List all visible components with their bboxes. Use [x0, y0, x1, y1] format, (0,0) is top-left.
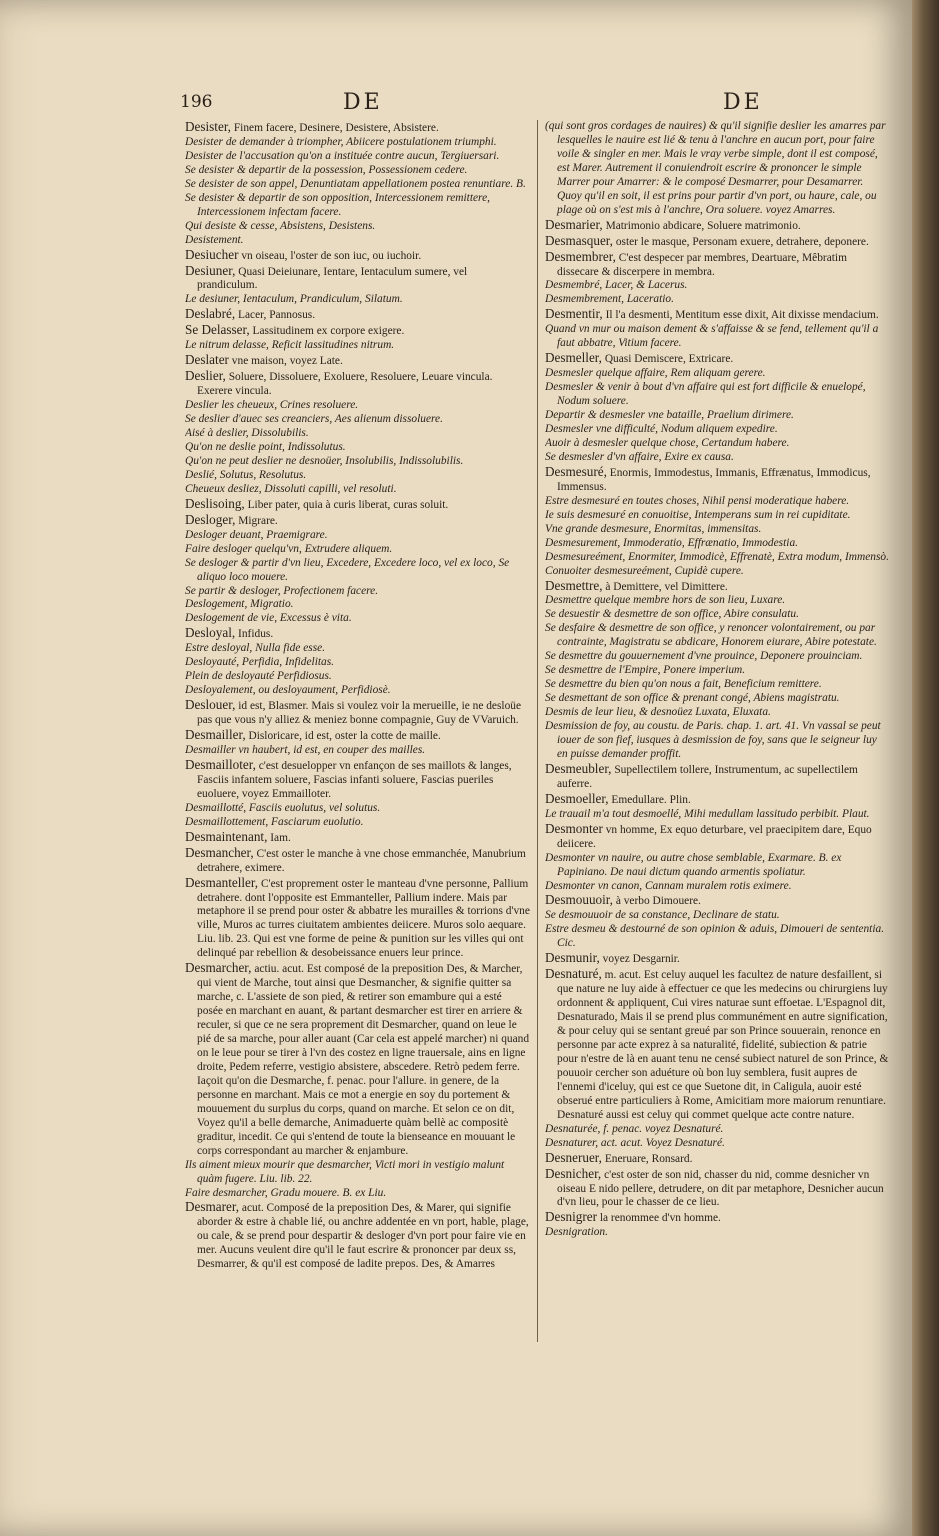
- headword: Desnigrer: [545, 1209, 597, 1225]
- headword: Desmailloter,: [185, 756, 256, 772]
- dictionary-entry: [185, 323, 530, 339]
- dictionary-entry: [545, 351, 890, 367]
- dictionary-entry: [545, 423, 890, 437]
- entry-text: Qui desiste & cesse, Absistens, Desistens.: [185, 219, 376, 232]
- dictionary-entry: [185, 684, 530, 698]
- right-column: [545, 120, 890, 1345]
- entry-text: Enormis, Immodestus, Immanis, Effrænatus, Immodicus, Immensus.: [557, 466, 871, 493]
- headword: Desmaintenant,: [185, 828, 268, 844]
- dictionary-entry: [185, 626, 530, 642]
- dictionary-entry: [185, 557, 530, 585]
- headword: Desmarer,: [185, 1199, 240, 1215]
- entry-text: Desnaturer, act. acut. Voyez Desnaturé.: [545, 1136, 725, 1149]
- entry-text: Desister de demander à triompher, Abiicere postulationem triumphi.: [185, 135, 497, 148]
- dictionary-entry: [185, 353, 530, 369]
- headword: Desmeubler,: [545, 760, 612, 776]
- entry-text: Quand vn mur ou maison dement & s'affaisse & se fend, tellement qu'il a faut abbatre, Vitium facere.: [545, 323, 879, 350]
- entry-text: Deslogement, Migratio.: [185, 598, 294, 611]
- dictionary-entry: [545, 465, 890, 495]
- entry-text: Desmonter vn canon, Cannam muralem rotis eximere.: [545, 879, 792, 892]
- entry-text: Disloricare, id est, oster la cotte de maille.: [248, 730, 441, 743]
- dictionary-entry: [185, 656, 530, 670]
- dictionary-entry: [185, 120, 530, 136]
- entry-text: Emedullare. Plin.: [611, 793, 691, 806]
- entry-text: Faire desmarcher, Gradu mouere. B. ex Liu.: [185, 1186, 387, 1199]
- entry-text: Estre desmesuré en toutes choses, Nihil pensi moderatique habere.: [545, 494, 850, 507]
- dictionary-entry: [185, 802, 530, 816]
- dictionary-entry: [545, 218, 890, 234]
- entry-text: Migrare.: [238, 514, 278, 527]
- page-number: 196: [180, 92, 213, 112]
- dictionary-entry: [545, 852, 890, 880]
- entry-text: Matrimonio abdicare, Soluere matrimonio.: [605, 219, 801, 232]
- dictionary-entry: [545, 923, 890, 951]
- entry-text: Deslié, Solutus, Resolutus.: [185, 468, 307, 481]
- entry-text: Se desister & departir de la possession, Possessionem cedere.: [185, 163, 468, 176]
- entry-text: Finem facere, Desinere, Desistere, Absistere.: [233, 122, 439, 134]
- headword: Desiucher: [185, 246, 239, 262]
- dictionary-entry: [545, 792, 890, 808]
- entry-text: C'est proprement oster le manteau d'vne personne, Pallium detrahere. dont l'opposite est Emmanteller, Pallium indere. Mais par metaphore il se prend pour oster & abbatre les murailles & torrions d'vne ville, Muros ac turres ciuitatem ambientes deiicere. Muros solo aequare. Liu. lib. 23. Qui est vne forme de peine & punition sur les villes qui ont delinqué par rebellion & desobeissance enuers leur prince.: [197, 877, 530, 960]
- headword: Desmunir,: [545, 950, 600, 966]
- entry-text: Il l'a desmenti, Mentitum esse dixit, Ait dixisse mendacium.: [605, 309, 879, 322]
- dictionary-entry: [185, 1200, 530, 1272]
- entry-text: C'est despecer par membres, Deartuare, Mêbratim dissecare & discerpere in membra.: [557, 251, 847, 278]
- headword: Deslier,: [185, 368, 226, 384]
- entry-text: Desmesureément, Enormiter, Immodicè, Effrenatè, Extra modum, Immensò.: [545, 550, 889, 563]
- entry-text: vn homme, Ex equo deturbare, vel praecipitem dare, Equo deiicere.: [557, 823, 872, 850]
- dictionary-entry: [185, 816, 530, 830]
- dictionary-entry: [185, 497, 530, 513]
- dictionary-entry: [185, 248, 530, 264]
- headword: Desmancher,: [185, 844, 254, 860]
- entry-text: Se partir & desloger, Profectionem facere.: [185, 584, 379, 597]
- dictionary-entry: [185, 876, 530, 962]
- entry-text: Eneruare, Ronsard.: [604, 1152, 693, 1165]
- dictionary-entry: [185, 293, 530, 307]
- dictionary-entry: [545, 608, 890, 622]
- dictionary-entry: [545, 1137, 890, 1151]
- dictionary-entry: [545, 678, 890, 692]
- entry-text: Ie suis desmesuré en conuoitise, Intemperans sum in rei cupiditate.: [545, 508, 851, 521]
- entry-text: Desmailler vn haubert, id est, en couper des mailles.: [185, 743, 426, 756]
- headword: Desloger,: [185, 511, 236, 527]
- headword: Deslouer,: [185, 697, 236, 713]
- entry-text: Desnigration.: [545, 1226, 608, 1239]
- dictionary-entry: [545, 451, 890, 465]
- dictionary-entry: [545, 323, 890, 351]
- entry-text: Qu'on ne peut deslier ne desnoüer, Insolubilis, Indissolubilis.: [185, 454, 464, 467]
- dictionary-entry: [545, 307, 890, 323]
- dictionary-entry: [185, 529, 530, 543]
- page-header: [180, 92, 910, 122]
- dictionary-entry: [545, 706, 890, 720]
- entry-text: Desloger deuant, Praemigrare.: [185, 528, 328, 541]
- entry-text: acut. Composé de la preposition Des, & Marer, qui signifie aborder & estre à chable lié, ou anchre addentée en vn port, hable, plage, ou cale, & se prend pour despartir & desloger d'vn port pour faire vie en mer. Aucuns veulent dire qu'il le faut escrire & prononcer par deux ss, Desmarrer, & qu'il est composé de ladite prepos. Des, & Amarres: [197, 1202, 529, 1271]
- dictionary-entry: [185, 164, 530, 178]
- headword: Desnicher,: [545, 1165, 602, 1181]
- dictionary-entry: [185, 192, 530, 220]
- dictionary-entry: [545, 1167, 890, 1211]
- dictionary-entry: [185, 369, 530, 399]
- dictionary-entry: [185, 469, 530, 483]
- dictionary-entry: [545, 720, 890, 762]
- dictionary-entry: [545, 967, 890, 1122]
- entry-text: Se desister & departir de son opposition, Intercessionem remittere, Intercessionem infectam facere.: [185, 191, 490, 218]
- entry-text: Conuoiter desmesureément, Cupidè cupere.: [545, 564, 744, 577]
- left-column: [185, 120, 530, 1345]
- entry-text: Desmembrement, Laceratio.: [545, 293, 674, 306]
- dictionary-entry: [545, 234, 890, 250]
- entry-text: Desloyalement, ou desloyaument, Perfidiosè.: [185, 684, 391, 697]
- entry-text: Qu'on ne deslie point, Indissolutus.: [185, 440, 346, 453]
- entry-text: Desmaillottement, Fasciarum euolutio.: [185, 815, 364, 828]
- entry-text: la renommee d'vn homme.: [599, 1212, 721, 1225]
- entry-text: Quasi Deieiunare, Ientare, Ientaculum sumere, vel prandiculum.: [197, 265, 468, 292]
- page-edge: [912, 0, 939, 1536]
- entry-text: Desmembré, Lacer, & Lacerus.: [545, 279, 688, 292]
- dictionary-entry: [545, 951, 890, 967]
- headword: Se Delasser,: [185, 322, 250, 338]
- headword: Desister,: [185, 120, 231, 134]
- entry-text: m. acut. Est celuy auquel les facultez de nature desfaillent, si que nature ne luy aide à effectuer ce que les medecins ou chirurgiens luy ordonnent & appliquent, Cui vires naturae sunt effoetae. L'Espagnol dit, Desnaturado, Mais il se prend plus communément en autre signification, & pour celuy qui se sentant greué par son Prince souuerain, renonce en personne par acte exprez à sa naturalité, fidelité, subiection & patrie pour n'estre de là en auant tenu ne censé subiect naturel de son Prince, & pouuoir cercher son aduéture où bon luy semblera, fusit aupres de l'ennemi d'iceluy, qui est ce que Suetone dit, in Caligula, auoir esté obserué entre particuliers à Rome, Amicitiam more maiorum renuntiare. Desnaturé aussi est celuy qui commet quelque acte contre nature.: [557, 969, 889, 1121]
- entry-text: c'est desuelopper vn enfançon de ses maillots & langes, Fasciis infantem soluere, Fascias infanti soluere, Fascias pueriles euoluere, voyez Emmailloter.: [197, 759, 512, 800]
- dictionary-entry: [545, 367, 890, 381]
- headword: Desmanteller,: [185, 874, 259, 890]
- dictionary-entry: [185, 427, 530, 441]
- dictionary-entry: [545, 437, 890, 451]
- headword: Deslabré,: [185, 306, 236, 322]
- entry-text: Departir & desmesler vne bataille, Praelium dirimere.: [545, 409, 794, 422]
- running-head-right: DE: [723, 90, 763, 115]
- dictionary-entry: [185, 698, 530, 728]
- entry-text: Le desiuner, Ientaculum, Prandiculum, Silatum.: [185, 293, 403, 306]
- entry-text: Se desloger & partir d'vn lieu, Excedere, Excedere loco, vel ex loco, Se aliquo loco mouere.: [185, 556, 510, 583]
- entry-text: Plein de desloyauté Perfidiosus.: [185, 670, 332, 683]
- dictionary-entry: [185, 961, 530, 1158]
- entry-text: Desistement.: [185, 233, 244, 246]
- entry-text: Se deslier d'auec ses creanciers, Aes alienum dissoluere.: [185, 413, 443, 426]
- dictionary-entry: [185, 670, 530, 684]
- headword: Desmasquer,: [545, 232, 613, 248]
- dictionary-entry: [545, 1151, 890, 1167]
- headword: Desmouuoir,: [545, 892, 613, 908]
- entry-text: Desister de l'accusation qu'on a instituée contre aucun, Tergiuersari.: [185, 149, 500, 162]
- headword: Desmeller,: [545, 350, 602, 366]
- dictionary-entry: [185, 744, 530, 758]
- entry-text: C'est oster le manche à vne chose emmanchée, Manubrium detrahere, eximere.: [197, 847, 526, 874]
- dictionary-entry: [185, 220, 530, 234]
- dictionary-entry: [185, 585, 530, 599]
- entry-text: Se desmettre du bien qu'on nous a fait, Beneficium remittere.: [545, 678, 822, 691]
- entry-text: actiu. acut. Est composé de la preposition Des, & Marcher, qui vient de Marche, tout ainsi que Desmancher, & signifie quitter sa marche, c. L'assiete de son pied, & retirer son emambure qui a esté posée en marchant en auant, & partant desmarcher est tirer en arriere & reculer, si que ce ne sera proprement dit Desmarcher, quand on leue le pié de sa marche, pour aller auant (Car cela est appelé marcher) ni quand on le leue pour se tirer à l'vn des costez en ligne trauersale, ains en ligne droite, Pedem referre, vestigio absistere, abscedere. Retrò pedem ferre. Iaçoit qu'on die Desmarche, f. penac. pour l'allure. in genere, de la personne en marchant. Mais ce mot a energie en soy du portement & mouuement du surplus du corps, quand on marche. Et selon ce on dit, Voyez qu'il a belle demarche, Animaduerte quàm bellè ac compositè graditur, incedit. Ce qui s'entend de toute la bienseance en mouuant le corps correspondant au marcher & enjambure.: [197, 963, 530, 1157]
- dictionary-entry: [545, 120, 890, 218]
- dictionary-entry: [545, 565, 890, 579]
- dictionary-entry: [545, 650, 890, 664]
- dictionary-entry: [185, 413, 530, 427]
- headword: Desnaturé,: [545, 966, 602, 982]
- dictionary-entry: [185, 612, 530, 626]
- entry-text: oster le masque, Personam exuere, detrahere, deponere.: [615, 235, 869, 248]
- entry-text: à Demittere, vel Dimittere.: [605, 580, 728, 593]
- headword: Desmailler,: [185, 727, 246, 743]
- dictionary-entry: [545, 1226, 890, 1240]
- entry-text: Desmaillotté, Fasciis euolutus, vel solutus.: [185, 801, 381, 814]
- entry-text: à verbo Dimouere.: [615, 895, 701, 908]
- headword: Desmesuré,: [545, 463, 607, 479]
- dictionary-entry: [185, 339, 530, 353]
- entry-text: Se desmettre du gouuernement d'vne prouince, Deponere prouinciam.: [545, 650, 863, 663]
- dictionary-entry: [185, 513, 530, 529]
- entry-text: Supellectilem tollere, Instrumentum, ac supellectilem auferre.: [557, 763, 858, 790]
- entry-text: Desmettre quelque membre hors de son lieu, Luxare.: [545, 594, 786, 607]
- entry-text: Se desmesler d'vn affaire, Exire ex causa.: [545, 450, 734, 463]
- dictionary-entry: [545, 880, 890, 894]
- dictionary-entry: [185, 150, 530, 164]
- headword: Desmonter: [545, 820, 603, 836]
- entry-text: Estre desloyal, Nulla fide esse.: [185, 642, 326, 655]
- dictionary-entry: [545, 808, 890, 822]
- dictionary-entry: [185, 642, 530, 656]
- entry-text: Auoir à desmesler quelque chose, Certandum habere.: [545, 436, 790, 449]
- dictionary-entry: [185, 846, 530, 876]
- running-head-left: DE: [343, 90, 383, 115]
- dictionary-entry: [545, 909, 890, 923]
- entry-text: Se desmouuoir de sa constance, Declinare de statu.: [545, 909, 780, 922]
- entry-text: Deslier les cheueux, Crines resoluere.: [185, 399, 359, 412]
- dictionary-entry: [545, 509, 890, 523]
- dictionary-entry: [185, 264, 530, 294]
- entry-text: Quasi Demiscere, Extricare.: [604, 353, 734, 366]
- dictionary-entry: [545, 594, 890, 608]
- dictionary-entry: [545, 250, 890, 280]
- dictionary-entry: [185, 483, 530, 497]
- dictionary-entry: [545, 1210, 890, 1226]
- entry-text: Se desmettant de son office & prenant congé, Abiens magistratu.: [545, 692, 840, 705]
- dictionary-entry: [545, 551, 890, 565]
- entry-text: voyez Desgarnir.: [602, 953, 680, 966]
- entry-text: Ils aiment mieux mourir que desmarcher, Victi mori in vestigio malunt quàm fugere. Liu. lib. 22.: [185, 1158, 505, 1185]
- headword: Desmoeller,: [545, 790, 609, 806]
- entry-text: Se desmettre de l'Empire, Ponere imperium.: [545, 664, 746, 677]
- dictionary-entry: [185, 178, 530, 192]
- dictionary-entry: [185, 1187, 530, 1201]
- dictionary-entry: [545, 537, 890, 551]
- entry-text: Soluere, Dissoluere, Exoluere, Resoluere, Leuare vincula. Exerere vincula.: [197, 371, 493, 398]
- entry-text: Desmesler quelque affaire, Rem aliquam gerere.: [545, 367, 766, 380]
- entry-text: Se desuestir & desmettre de son office, Abire consulatu.: [545, 608, 799, 621]
- entry-text: Desmesler & venir à bout d'vn affaire qui est fort difficile & enuelopé, Nodum soluere.: [545, 381, 866, 408]
- entry-text: Vne grande desmesure, Enormitas, immensitas.: [545, 522, 762, 535]
- headword: Deslisoing,: [185, 495, 245, 511]
- entry-text: Se desister de son appel, Denuntiatam appellationem postea renuntiare. B.: [185, 177, 526, 190]
- entry-text: Cheueux desliez, Dissoluti capilli, vel resoluti.: [185, 482, 397, 495]
- entry-text: Desmesurement, Immoderatio, Effrænatio, Immodestia.: [545, 536, 798, 549]
- dictionary-entry: [185, 307, 530, 323]
- dictionary-entry: [185, 234, 530, 248]
- entry-text: id est, Blasmer. Mais si voulez voir la merueille, ie ne desloüe pas que vous n'y alliez & meniez bonne compagnie, Guy de VVaruich.: [197, 700, 522, 727]
- dictionary-entry: [185, 441, 530, 455]
- dictionary-entry: [545, 762, 890, 792]
- dictionary-entry: [185, 1159, 530, 1187]
- headword: Desmarier,: [545, 216, 603, 232]
- dictionary-entry: [185, 543, 530, 557]
- entry-text: Lacer, Pannosus.: [238, 309, 316, 322]
- entry-text: Desmesler vne difficulté, Nodum aliquem expedire.: [545, 423, 778, 436]
- entry-text: Liber pater, quia à curis liberat, curas soluit.: [247, 498, 449, 511]
- headword: Desmettre,: [545, 577, 603, 593]
- entry-text: Le nitrum delasse, Reficit lassitudines nitrum.: [185, 339, 395, 352]
- dictionary-entry: [185, 728, 530, 744]
- entry-text: Desmonter vn nauire, ou autre chose semblable, Exarmare. B. ex Papiniano. De naui dictum quando armentis spoliatur.: [545, 851, 842, 878]
- dictionary-entry: [185, 136, 530, 150]
- entry-text: Se desfaire & desmettre de son office, y renoncer volontairement, ou par contrainte, Magistratu se abdicare, Honorem eiurare, Abire potestate.: [545, 622, 877, 649]
- entry-text: Estre desmeu & destourné de son opinion & aduis, Dimoueri de sententia. Cic.: [545, 923, 885, 950]
- dictionary-entry: [545, 692, 890, 706]
- entry-text: Faire desloger quelqu'vn, Extrudere aliquem.: [185, 542, 393, 555]
- column-rule: [537, 120, 538, 1342]
- entry-text: Desnaturée, f. penac. voyez Desnaturé.: [545, 1122, 724, 1135]
- dictionary-entry: [545, 622, 890, 650]
- headword: Desmarcher,: [185, 960, 252, 976]
- dictionary-entry: [545, 893, 890, 909]
- headword: Deslater: [185, 352, 229, 368]
- dictionary-entry: [545, 293, 890, 307]
- dictionary-entry: [185, 455, 530, 469]
- dictionary-entry: [545, 495, 890, 509]
- entry-text: Desmission de foy, au coustu. de Paris. chap. 1. art. 41. Vn vassal se peut iouer de son fief, iusques à desmission de foy, sans que le seigneur luy en puisse demander proffit.: [545, 720, 881, 760]
- headword: Desloyal,: [185, 625, 236, 641]
- entry-text: Infidus.: [238, 628, 274, 641]
- dictionary-entry: [545, 579, 890, 595]
- dictionary-entry: [545, 381, 890, 409]
- headword: Desmentir,: [545, 306, 603, 322]
- dictionary-entry: [185, 399, 530, 413]
- headword: Desiuner,: [185, 262, 236, 278]
- headword: Desneruer,: [545, 1149, 602, 1165]
- dictionary-entry: [185, 758, 530, 802]
- dictionary-entry: [545, 822, 890, 852]
- entry-text: (qui sont gros cordages de nauires) & qu'il signifie deslier les amarres par lesquelles le nauire est lié & tenu à l'anchre en aucun port, pour faire voile & singler en mer. Mais le vray verbe simple, dont il est composé, est Marer. Autrement il conuiendroit escrire & prononcer le simple Marrer pour Amarrer: & le composé Desmarrer, pour Desamarrer. Quoy qu'il en soit, il est prins pour partir d'vn port, ou haure, cale, ou plage où on s'est mis à l'anchre, Ora soluere. voyez Amarres.: [545, 120, 886, 216]
- dictionary-entry: [545, 1123, 890, 1137]
- dictionary-entry: [545, 279, 890, 293]
- entry-text: Deslogement de vie, Excessus è vita.: [185, 612, 352, 625]
- entry-text: Lassitudinem ex corpore exigere.: [252, 325, 405, 338]
- dictionary-entry: [185, 598, 530, 612]
- entry-text: vn oiseau, l'oster de son iuc, ou iuchoir.: [241, 249, 422, 262]
- dictionary-entry: [185, 830, 530, 846]
- entry-text: c'est oster de son nid, chasser du nid, comme desnicher vn oiseau E nido pellere, detrudere, on dit par metaphore, Desnicher aucun d'vn lieu, pour le chasser de ce lieu.: [557, 1168, 884, 1209]
- entry-text: Desloyauté, Perfidia, Infidelitas.: [185, 656, 335, 669]
- dictionary-entry: [545, 409, 890, 423]
- entry-text: vne maison, voyez Late.: [231, 355, 343, 368]
- entry-text: Aisé à deslier, Dissolubilis.: [185, 427, 309, 440]
- entry-text: Desmis de leur lieu, & desnoüez Luxata, Eluxata.: [545, 706, 771, 719]
- dictionary-entry: [545, 523, 890, 537]
- headword: Desmembrer,: [545, 248, 616, 264]
- entry-text: Le trauail m'a tout desmoellé, Mihi medullam lassitudo perbibit. Plaut.: [545, 807, 870, 820]
- dictionary-entry: [545, 664, 890, 678]
- entry-text: Iam.: [270, 831, 291, 844]
